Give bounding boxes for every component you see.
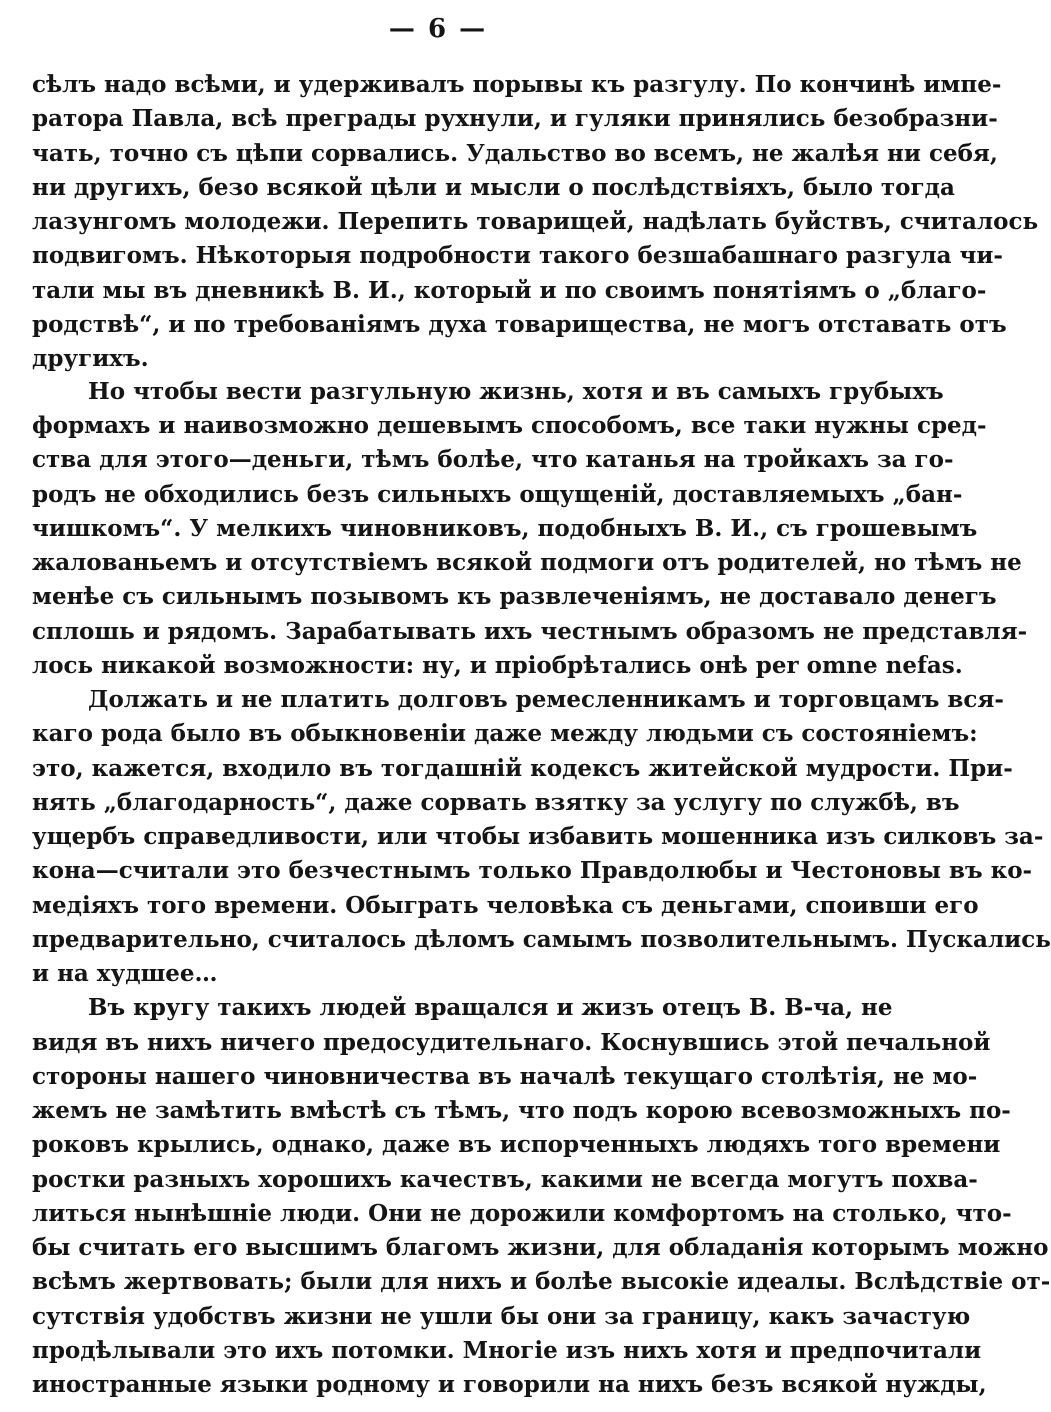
text-line: иностранные языки родному и говорили на нихъ безъ всякой нужды,: [32, 1371, 987, 1398]
text-line: медіяхъ того времени. Обыграть человѣка съ деньгами, споивши его: [32, 892, 979, 919]
text-line: чать, точно съ цѣпи сорвались. Удальство во всемъ, не жалѣя ни себя,: [32, 140, 998, 167]
text-line: Должать и не платить долговъ ремесленникамъ и торговцамъ вся-: [88, 686, 1004, 713]
text-line: родствѣ“, и по требованіямъ духа товарищества, не могъ отставать отъ: [32, 311, 1007, 338]
text-line: сутствія удобствъ жизни не ушли бы они за границу, какъ зачастую: [32, 1303, 971, 1330]
text-line: подвигомъ. Нѣкоторыя подробности такого безшабашнаго разгула чи-: [32, 242, 1003, 269]
text-line: роковъ крылись, однако, даже въ испорченныхъ людяхъ того времени: [32, 1131, 1001, 1158]
text-line: Въ кругу такихъ людей вращался и жизъ отецъ В. В-ча, не: [88, 994, 893, 1021]
text-line: жемъ не замѣтить вмѣстѣ съ тѣмъ, что подъ корою всевозможныхъ по-: [32, 1097, 1011, 1124]
text-line: чишкомъ“. У мелкихъ чиновниковъ, подобныхъ В. И., съ грошевымъ: [32, 515, 978, 542]
text-line: лазунгомъ молодежи. Перепить товарищей, надѣлать буйствъ, считалось: [32, 208, 1039, 235]
text-line: Но чтобы вести разгульную жизнь, хотя и въ самыхъ грубыхъ: [88, 378, 944, 405]
text-line: и на худшее…: [32, 960, 218, 987]
text-line: сѣлъ надо всѣми, и удерживалъ порывы къ разгулу. По кончинѣ импе-: [32, 71, 1002, 98]
text-line: продѣлывали это ихъ потомки. Многіе изъ нихъ хотя и предпочитали: [32, 1337, 982, 1364]
text-line: лось никакой возможности: ну, и пріобрѣтались онѣ per omne nefas.: [32, 652, 963, 679]
text-line: родъ не обходились безъ сильныхъ ощущеній, доставляемыхъ „бан-: [32, 481, 963, 508]
text-line: нять „благодарность“, даже сорвать взятку за услугу по службѣ, въ: [32, 789, 960, 816]
text-line: бы считать его высшимъ благомъ жизни, для обладанія которымъ можно: [32, 1234, 1049, 1261]
page-number: — 6 —: [388, 14, 488, 44]
text-line: предварительно, считалось дѣломъ самымъ позволительнымъ. Пускались: [32, 926, 1051, 953]
text-line: ства для этого—деньги, тѣмъ болѣе, что катанья на тройкахъ за го-: [32, 446, 954, 473]
text-line: литься нынѣшніе люди. Они не дорожили комфортомъ на столько, что-: [32, 1200, 1012, 1227]
text-line: другихъ.: [32, 345, 149, 372]
text-line: ущербъ справедливости, или чтобы избавить мошенника изъ силковъ за-: [32, 823, 1044, 850]
text-line: жалованьемъ и отсутствіемъ всякой подмоги отъ родителей, но тѣмъ не: [32, 549, 1022, 576]
text-line: кона—считали это безчестнымъ только Правдолюбы и Честоновы въ ко-: [32, 857, 1033, 884]
text-line: всѣмъ жертвовать; были для нихъ и болѣе высокіе идеалы. Вслѣдствіе от-: [32, 1268, 1051, 1295]
text-line: видя въ нихъ ничего предосудительнаго. Коснувшись этой печальной: [32, 1029, 991, 1056]
text-line: ростки разныхъ хорошихъ качествъ, какими не всегда могутъ похва-: [32, 1166, 978, 1193]
text-line: сплошь и рядомъ. Зарабатывать ихъ честнымъ образомъ не представля-: [32, 618, 1028, 645]
text-line: ни другихъ, безо всякой цѣли и мысли о послѣдствіяхъ, было тогда: [32, 174, 955, 201]
text-line: ратора Павла, всѣ преграды рухнули, и гуляки принялись безобразни-: [32, 105, 998, 132]
text-line: формахъ и наивозможно дешевымъ способомъ, все таки нужны сред-: [32, 412, 987, 439]
text-line: менѣе съ сильнымъ позывомъ къ развлеченіямъ, не доставало денегъ: [32, 583, 997, 610]
text-line: тали мы въ дневникѣ В. И., который и по своимъ понятіямъ о „благо-: [32, 277, 987, 304]
text-line: стороны нашего чиновничества въ началѣ текущаго столѣтія, не мо-: [32, 1063, 978, 1090]
text-line: каго рода было въ обыкновеніи даже между людьми съ состояніемъ:: [32, 720, 978, 747]
text-line: это, кажется, входило въ тогдашній кодексъ житейской мудрости. При-: [32, 755, 1013, 782]
